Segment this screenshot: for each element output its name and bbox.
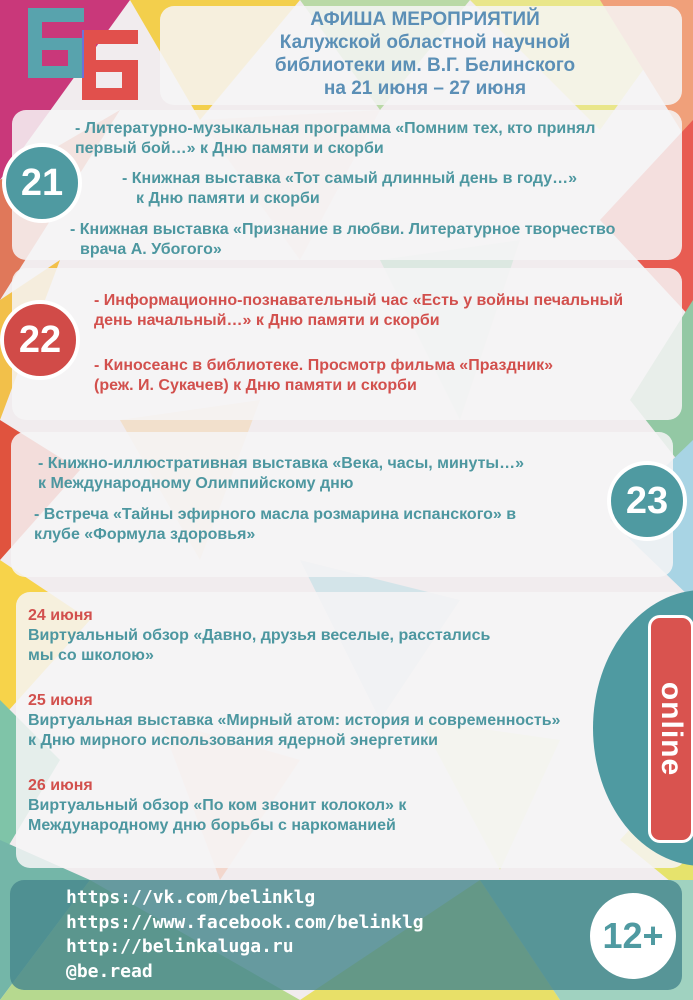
day-21-badge: 21 (2, 143, 82, 223)
vk-link[interactable]: https://vk.com/belinklg (66, 887, 316, 908)
online-item-2-line-1: Виртуальная выставка «Мирный атом: история и современность» (28, 712, 561, 729)
day-21-event-3-line-1: - Книжная выставка «Признание в любви. Литературное творчество (70, 221, 616, 238)
online-item-1-line-2: мы со школою» (28, 647, 154, 664)
header-line-4: на 21 июня – 27 июня (323, 78, 527, 99)
online-item-2-date: 25 июня (28, 692, 93, 709)
logo-graphic (28, 8, 138, 100)
age-rating-badge: 12+ (590, 893, 676, 979)
day-22-event-2 (94, 356, 684, 396)
day-22-badge: 22 (0, 300, 80, 380)
day-22-event-2-line-1: - Киносеанс в библиотеке. Просмотр фильма «Праздник» (94, 357, 554, 374)
online-item-3-line-1: Виртуальный обзор «По ком звонит колокол» к (28, 797, 407, 814)
online-badge-label: online (655, 681, 688, 777)
day-21-event-1 (75, 119, 675, 159)
day-21-event-3 (70, 220, 685, 260)
header-line-1: АФИША МЕРОПРИЯТИЙ (310, 9, 540, 30)
online-item-3-date: 26 июня (28, 777, 93, 794)
header-title (190, 8, 660, 100)
online-item-1-date: 24 июня (28, 607, 93, 624)
day-22-event-2-line-2: (реж. И. Сукачев) к Дню памяти и скорби (94, 377, 417, 394)
online-item-3 (28, 776, 598, 836)
day-23-badge: 23 (607, 461, 687, 541)
day-21-event-2-line-1: - Книжная выставка «Тот самый длинный день в году…» (122, 170, 578, 187)
day-23-event-2-line-1: - Встреча «Тайны эфирного масла розмарина испанского» в (34, 506, 517, 523)
day-21-event-1-line-2: первый бой…» к Дню памяти и скорби (75, 140, 384, 157)
day-23-event-1 (38, 454, 598, 494)
facebook-link[interactable]: https://www.facebook.com/belinklg (66, 911, 424, 933)
header-line-2: Калужской областной научной (279, 32, 571, 53)
footer-links (66, 886, 424, 984)
online-item-2 (28, 691, 603, 751)
online-item-3-line-2: Международному дню борьбы с наркоманией (28, 817, 396, 834)
day-23-event-1-line-1: - Книжно-иллюстративная выставка «Века, часы, минуты…» (38, 455, 524, 472)
online-badge (648, 615, 693, 843)
online-item-1-line-1: Виртуальный обзор «Давно, друзья веселые, расстались (28, 627, 491, 644)
day-23-event-2-line-2: клубе «Формула здоровья» (34, 526, 256, 543)
online-item-2-line-2: к Дню мирного использования ядерной энергетики (28, 732, 439, 749)
day-23-event-2 (34, 505, 594, 545)
day-21-event-2-line-2: к Дню памяти и скорби (136, 190, 320, 207)
day-22-event-1 (94, 291, 684, 331)
day-22-event-1-line-2: день начальный…» к Дню памяти и скорби (94, 312, 440, 329)
online-item-1 (28, 606, 598, 666)
day-21-event-2 (122, 169, 662, 209)
day-21-event-3-line-2: врача А. Убогого» (80, 241, 222, 258)
website-link[interactable]: http://belinkaluga.ru (66, 936, 294, 957)
instagram-handle[interactable]: @be.read (66, 960, 153, 982)
day-23-event-1-line-2: к Международному Олимпийскому дню (38, 475, 354, 492)
header-line-3: библиотеки им. В.Г. Белинского (274, 55, 576, 76)
day-22-event-1-line-1: - Информационно-познавательный час «Есть у войны печальный (94, 292, 624, 309)
library-logo (28, 8, 138, 100)
day-21-event-1-line-1: - Литературно-музыкальная программа «Помним тех, кто принял (75, 120, 596, 137)
